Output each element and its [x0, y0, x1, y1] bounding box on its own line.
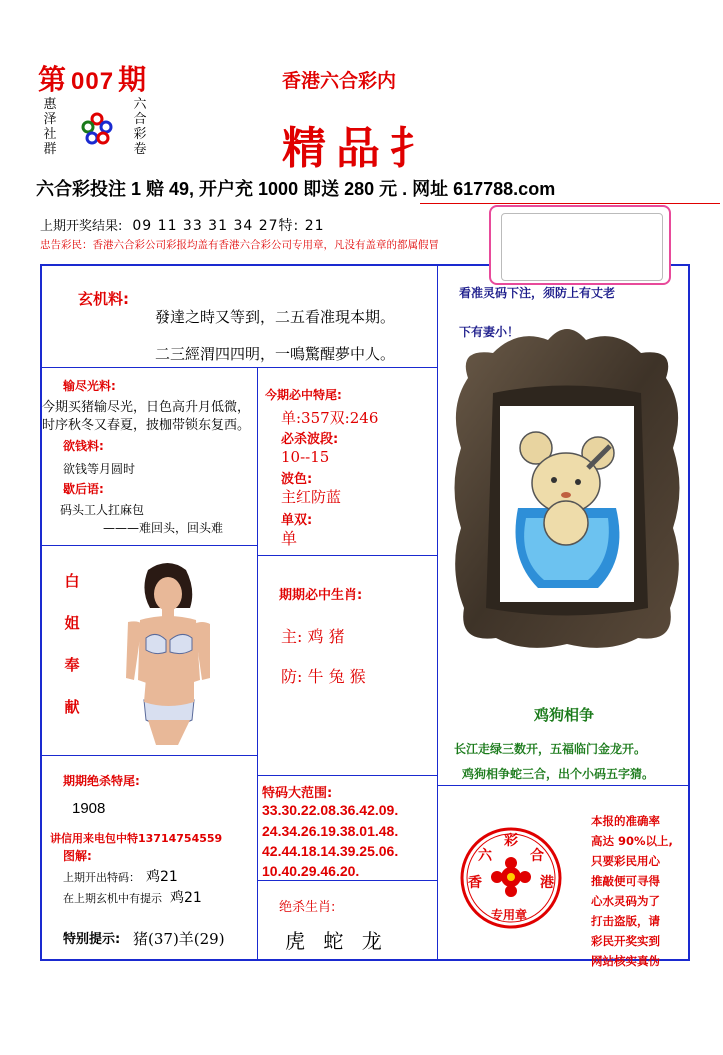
page-title: 精品扌 — [282, 123, 444, 174]
xuanji-label: 玄机料: — [78, 290, 129, 308]
framed-mouse-illustration — [448, 318, 686, 654]
xiehou-line-2: ———难回头，回头难 — [103, 521, 224, 535]
accuracy-line: 高达 90%以上, — [591, 834, 673, 848]
svg-text:专用章: 专用章 — [491, 908, 528, 922]
model-photo — [120, 560, 216, 745]
accuracy-line: 彩民开奖实到 — [591, 934, 660, 948]
svg-text:合: 合 — [530, 848, 544, 864]
right-vertical-label: 六 合 彩 卷 — [133, 97, 147, 157]
desire-value: 欲钱等月圆时 — [63, 462, 136, 476]
last-draw-results: 上期开奖结果: 09 11 33 31 34 27特: 21 — [40, 218, 325, 234]
tip-line-1: 看准灵码下注，须防上有丈老 — [459, 286, 616, 300]
accuracy-line: 打击盗版，请 — [591, 914, 660, 928]
divider — [257, 555, 437, 556]
divider — [257, 775, 437, 776]
xiehou-title: 歇后语: — [63, 482, 104, 496]
lottery-logo-icon — [80, 112, 114, 146]
kill-zodiac-value: 虎 蛇 龙 — [285, 929, 388, 953]
desire-title: 欲钱料: — [63, 439, 104, 453]
special-tip-title: 特别提示: — [63, 932, 121, 947]
wave-title: 必杀波段: — [281, 432, 339, 447]
accuracy-line: 推敲便可寻得 — [591, 874, 660, 888]
divider — [257, 880, 437, 881]
poem-line-2: 鸡狗相争蛇三合，出个小码五字猜。 — [462, 767, 655, 781]
accuracy-line: 网站核实真伪 — [591, 954, 660, 968]
odd-even-value: 单 — [281, 529, 298, 548]
xuanji-line-2: 二三經渭四四明，一鳴驚醒夢中人。 — [155, 345, 396, 363]
divider — [437, 367, 438, 959]
color-value: 主红防蓝 — [281, 488, 342, 506]
divider — [42, 755, 257, 756]
pink-frame-box — [489, 205, 671, 285]
loss-line-1: 今期买猪输尽光，日色高升月低微， — [42, 400, 251, 415]
official-seal-stamp — [458, 825, 564, 931]
odd-even-title: 单双: — [281, 513, 313, 528]
loss-line-2: 时序秋冬又春夏，披枷带锁东复西。 — [42, 418, 251, 433]
divider — [437, 785, 688, 786]
svg-text:彩: 彩 — [504, 833, 518, 849]
warning-notice: 忠告彩民：香港六合彩公司彩报均盖有香港六合彩公司专用章，凡没有盖章的都属假冒 — [40, 239, 439, 251]
svg-text:六: 六 — [478, 848, 492, 864]
ad-line: 六合彩投注 1 赔 49, 开户充 1000 即送 280 元 . 网址 617788.com — [36, 179, 556, 199]
accuracy-line: 只要彩民用心 — [591, 854, 660, 868]
zodiac-pair-title: 鸡狗相争 — [534, 706, 595, 724]
main-zodiac: 主: 鸡 猪 — [281, 627, 345, 646]
range-line: 10.40.29.46.20. — [262, 863, 360, 879]
tail-title: 今期必中特尾: — [265, 388, 342, 402]
color-title: 波色: — [281, 472, 313, 487]
issue-number: 第 007 期 — [38, 63, 148, 96]
vertical-name: 白 姐 奉 献 — [64, 572, 80, 716]
left-vertical-label: 惠 泽 社 群 — [43, 97, 57, 157]
accuracy-notice — [591, 811, 691, 971]
diagram-title: 图解: — [63, 849, 92, 863]
kill-zodiac-title: 绝杀生肖: — [279, 900, 336, 915]
divider — [257, 367, 258, 959]
accuracy-line: 心水灵码为了 — [591, 894, 660, 908]
xiehou-line-1: 码头工人扛麻包 — [60, 503, 145, 517]
kill-tail-title: 期期绝杀特尾: — [63, 774, 140, 788]
special-tip-value: 猪(37)羊(29) — [133, 930, 225, 948]
range-title: 特码大范围: — [262, 786, 333, 801]
page-subtitle: 香港六合彩内 — [282, 70, 397, 92]
accuracy-line: 本报的准确率 — [591, 814, 660, 828]
divider — [437, 266, 438, 371]
xuanji-line-1: 發達之時又等到，二五看准現本期。 — [155, 308, 396, 326]
svg-text:港: 港 — [540, 875, 554, 891]
kill-tail-value: 1908 — [72, 800, 106, 817]
last-code: 上期开出特码： 鸡21 — [63, 869, 178, 885]
tip-line-2: 下有妻小！ — [459, 325, 520, 339]
loss-title: 输尽光料: — [63, 379, 116, 393]
must-zodiac-title: 期期必中生肖: — [279, 588, 363, 603]
range-line: 42.44.18.14.39.25.06. — [262, 843, 399, 859]
divider — [420, 203, 720, 204]
last-hint: 在上期玄机中有提示 鸡21 — [63, 890, 202, 906]
svg-text:香: 香 — [468, 875, 482, 891]
range-line: 33.30.22.08.36.42.09. — [262, 802, 399, 818]
range-line: 24.34.26.19.38.01.48. — [262, 823, 399, 839]
wave-value: 10--15 — [281, 448, 330, 466]
defense-zodiac: 防: 牛 兔 猴 — [281, 667, 366, 686]
divider — [42, 545, 257, 546]
contact-line: 讲信用来电包中特13714754559 — [50, 832, 223, 845]
poem-line-1: 长江走绿三数开，五福临门金龙开。 — [454, 742, 647, 756]
tail-value: 单:357双:246 — [281, 409, 379, 427]
divider — [42, 367, 437, 368]
